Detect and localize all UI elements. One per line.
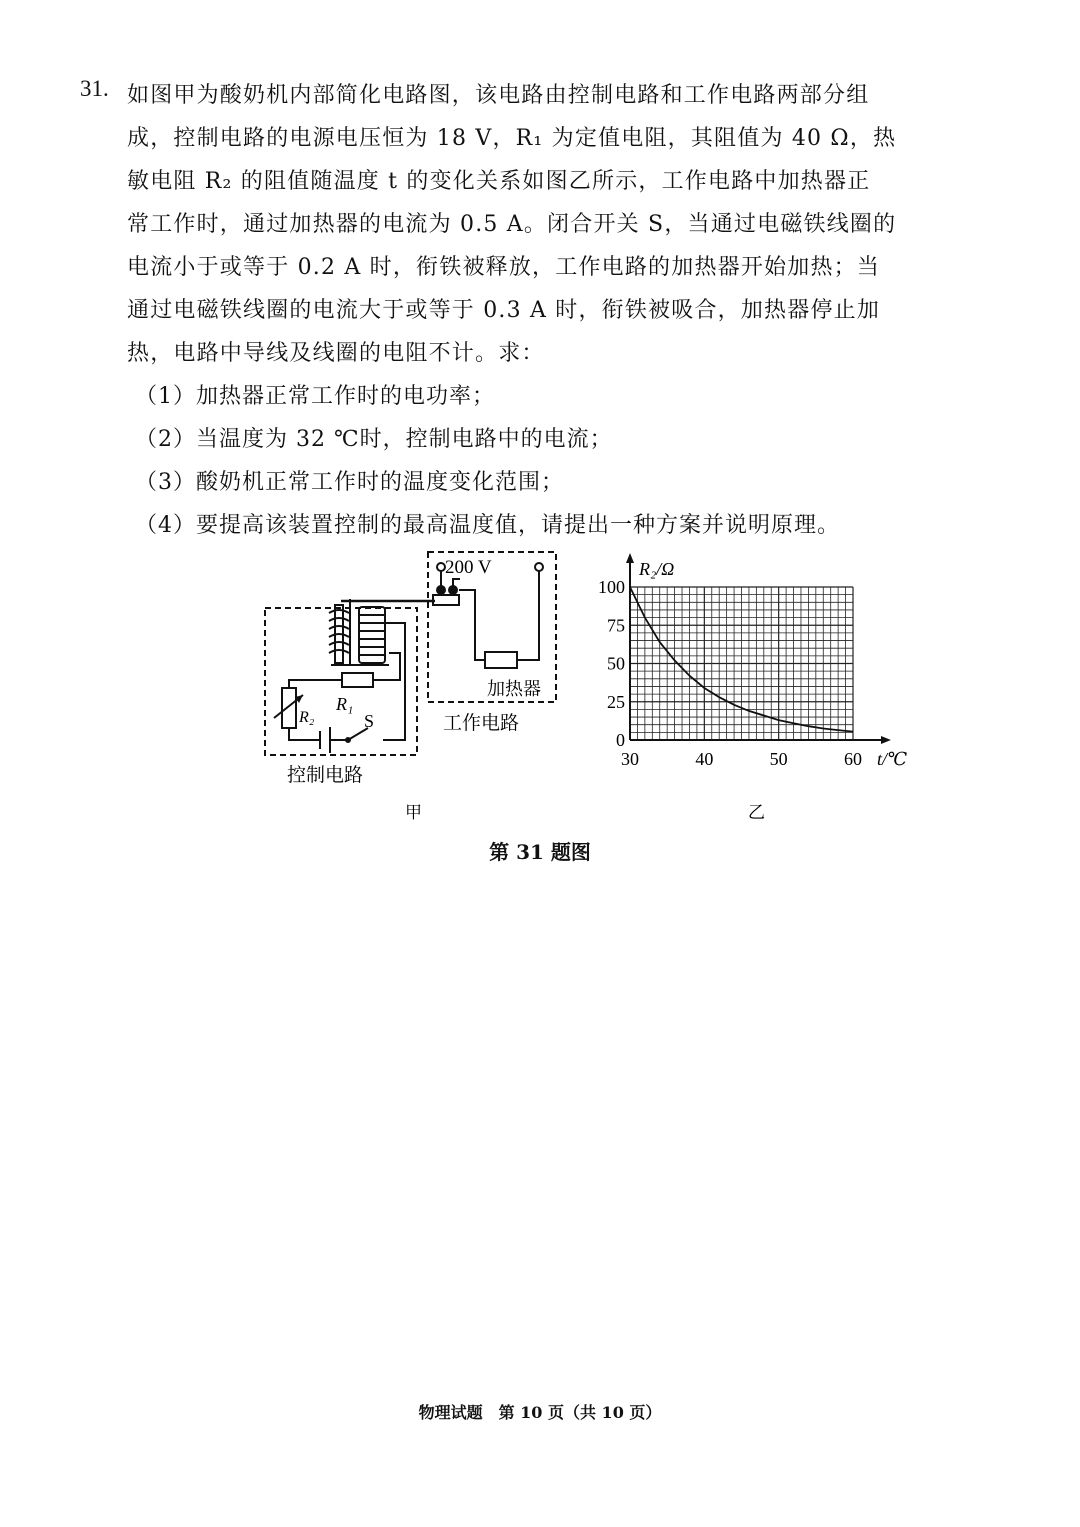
question-text-line-1: 如图甲为酸奶机内部简化电路图，该电路由控制电路和工作电路两部分组 xyxy=(127,83,870,108)
heater-label: 加热器 xyxy=(487,679,541,700)
subquestion-4: （4）要提高该装置控制的最高温度值，请提出一种方案并说明原理。 xyxy=(135,513,840,538)
y-tick-label: 25 xyxy=(607,691,625,712)
r1-label: R₁ xyxy=(336,694,354,714)
x-tick-label: 60 xyxy=(844,749,862,769)
r2-temperature-graph xyxy=(585,545,925,835)
y-tick-label: 75 xyxy=(607,615,625,636)
figure-title: 第 31 题图 xyxy=(489,840,591,864)
work-circuit-label: 工作电路 xyxy=(443,712,520,734)
page-footer: 物理试题 第 10 页（共 10 页） xyxy=(418,1403,662,1422)
subquestion-1: （1）加热器正常工作时的电功率； xyxy=(135,384,495,409)
x-tick-label: 30 xyxy=(621,749,639,769)
x-axis-arrow xyxy=(881,736,891,744)
question-text-line-3: 敏电阻 R₂ 的阻值随温度 t 的变化关系如图乙所示，工作电路中加热器正 xyxy=(127,169,871,194)
subquestion-2: （2）当温度为 32 ℃时，控制电路中的电流； xyxy=(135,427,613,452)
circuit-diagram xyxy=(255,545,575,835)
subquestion-3: （3）酸奶机正常工作时的温度变化范围； xyxy=(135,470,564,495)
question-text-line-6: 通过电磁铁线圈的电流大于或等于 0.3 A 时，衔铁被吸合，加热器停止加 xyxy=(127,298,881,323)
graph-grid xyxy=(630,587,853,740)
caption-yi: 乙 xyxy=(748,803,765,823)
electromagnet-coil-left xyxy=(329,610,349,653)
relay-contact xyxy=(433,595,459,605)
y-tick-label: 50 xyxy=(607,653,625,674)
control-circuit-label: 控制电路 xyxy=(287,764,364,786)
question-number: 31. xyxy=(80,76,109,101)
x-axis-label: t/℃ xyxy=(877,749,908,769)
battery xyxy=(320,727,330,753)
y-tick-label: 100 xyxy=(598,577,625,597)
x-tick-label: 40 xyxy=(695,749,714,769)
r2-thermistor xyxy=(282,688,296,728)
question-text-line-2: 成，控制电路的电源电压恒为 18 V，R₁ 为定值电阻，其阻值为 40 Ω，热 xyxy=(127,126,897,151)
r2-label: R₂ xyxy=(299,709,315,726)
switch-label: S xyxy=(364,711,375,731)
r1-resistor xyxy=(342,673,373,687)
question-text-line-5: 电流小于或等于 0.2 A 时，衔铁被释放，工作电路的加热器开始加热；当 xyxy=(127,255,881,280)
y-axis-label: R₂/Ω xyxy=(639,559,675,579)
heater-resistor xyxy=(485,652,517,668)
x-tick-label: 50 xyxy=(769,749,788,769)
y-tick-label: 0 xyxy=(616,730,625,750)
question-text-line-7: 热，电路中导线及线圈的电阻不计。求： xyxy=(127,341,545,366)
question-text-line-4: 常工作时，通过加热器的电流为 0.5 A。闭合开关 S，当通过电磁铁线圈的 xyxy=(127,212,897,237)
y-axis-arrow xyxy=(626,553,634,563)
work-voltage-label: 200 V xyxy=(445,557,492,578)
caption-jia: 甲 xyxy=(405,803,422,823)
